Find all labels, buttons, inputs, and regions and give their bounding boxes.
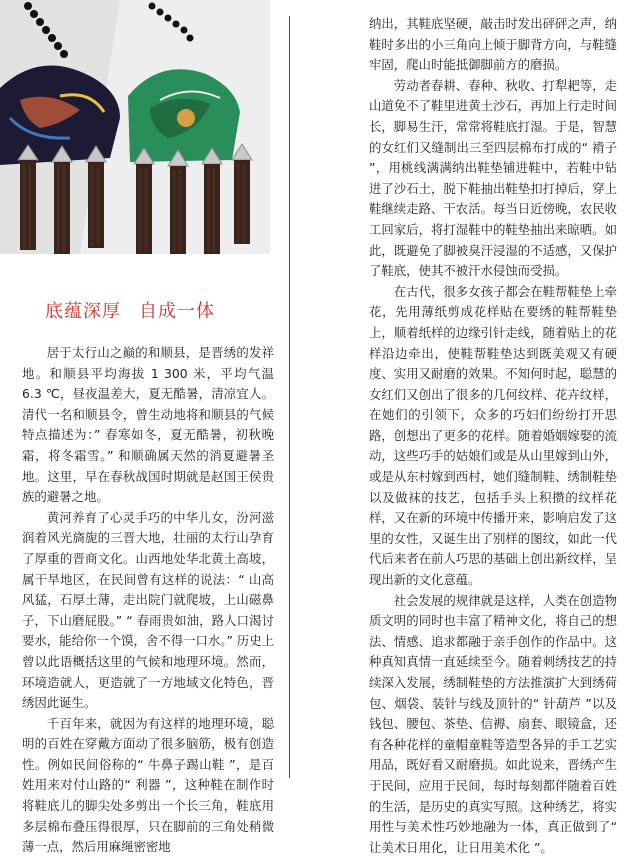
section-title-part1: 底蕴深厚 — [45, 301, 121, 322]
paragraph: 劳动者春耕、春种、秋收、打犁耙等，走山道免不了鞋里进黄土沙石，再加上行走时间长，脚易生汗，常常将鞋底打湿。于是，智慧的女红们又缝制出三至四层棉布打成的“ 褙子 ”，用桃线满满纳出鞋垫铺进鞋中，若鞋中钻进了沙石土，脱下鞋抽出鞋垫扣打掉后，穿上鞋继续走路、干农活。每当日近傍晚，农民收工回家后，将打湿鞋中的鞋垫抽出来晾晒。如此，既避免了脚被臭汗浸湿的不适感，又保护了鞋底，使其不被汗水侵蚀而受损。 — [369, 77, 617, 279]
column-divider — [289, 16, 290, 778]
right-text-column — [369, 14, 617, 858]
paragraph: 居于太行山之巅的和顺县，是晋绣的发祥地。和顺县平均海拔 1 300 米，平均气温 6.3 ℃，昼夜温差大，夏无酷暑，清凉宜人。清代一名和顺县令，曾生动地将和顺县的气候特点描述为：” 春寒如冬，夏无酷暑，初秋晚霜，将冬霜雪。” 和顺确属天然的消夏避暑圣地。这里，早在春秋战国时期就是赵国王侯贵族的避暑之地。 — [22, 345, 274, 505]
embroidered-pouch-pendants-icon — [0, 0, 270, 254]
paragraph: 社会发展的规律就是这样，人类在创造物质文明的同时也丰富了精神文化，将自己的想法、情感、追求都融于亲手创作的作品中。这种真知真情一直延续至今。随着刺绣技艺的持续深入发展，绣制鞋垫的方法推演扩大到绣荷包、烟袋、装针与线及顶针的“ 针葫芦 ”以及钱包、腰包、茶垫、信褥、扇套、眼镜盒，还有各种花样的童帽童鞋等造型各异的手工艺实用品，既好看又耐磨损。如此说来，晋绣产生于民间，应用于民间，每时每刻都伴随着百姓的生活，是历史的真实写照。这种绣艺，将实用性与美术性巧妙地融为一体，真正做到了“ 让美术日用化，让日用美术化 ”。 — [369, 592, 617, 855]
embroidered-pouch-photo — [0, 0, 270, 254]
paragraph-continued: 纳出，其鞋底坚硬，敲击时发出砰砰之声，纳鞋时多出的小三角向上倾于脚背方向，与鞋缝牢固，爬山时能抵御脚前方的磨损。 — [369, 16, 617, 73]
paragraph: 在古代，很多女孩子都会在鞋帮鞋垫上牵花，先用薄纸剪成花样贴在要绣的鞋帮鞋垫上，顺着纸样的边缘引针走线，随着贴上的花样沿边牵出，使鞋帮鞋垫达到既美观又有硬度、实用又耐磨的效果。不知何时起，聪慧的女红们又创出了很多的几何纹样、花卉纹样，在她们的引领下，众多的巧妇们纷纷打开思路，创想出了更多的花样。随着婚姻嫁娶的流动，这些巧手的姑娘们或是从山里嫁到山外，或是从东村嫁到西村，她们缝制鞋、绣制鞋垫以及做袜的技艺，包括手头上积攒的纹样花样，又在新的环境中传播开来，影响启发了这里的女性，又诞生出了别样的图纹，如此一代代后来者在前人巧思的基础上创出新纹样，呈现出新的文化意蕴。 — [369, 283, 617, 588]
section-title — [45, 297, 275, 323]
paragraph: 黄河养育了心灵手巧的中华儿女，汾河滋润着风光旖旎的三晋大地，壮丽的太行山孕育了厚重的晋商文化。山西地处华北黄土高坡，属干旱地区，在民间曾有这样的说法：“ 山高风猛，石厚土薄，走出院门就爬坡，上山磁鼻子，下山磨屁股。” “ 春雨贵如油，路人口渴讨要水，能给你一个馍，舍不得一口水。” 历史上曾以此语概括这里的气候和地理环境。然而，环境造就人，更造就了一方地域文化特色，晋绣因此诞生。 — [22, 509, 274, 711]
section-title-part2: 自成一体 — [139, 301, 215, 322]
left-text-column — [22, 343, 274, 858]
paragraph: 千百年来，就因为有这样的地理环境，聪明的百姓在穿戴方面动了很多脑筋，极有创造性。例如民间俗称的“ 牛鼻子踢山鞋 ”，是百姓用来对付山路的“ 利器 ”，这种鞋在制作时将鞋底儿的脚尖处多剪出一个长三角，鞋底用多层棉布叠压得很厚，只在脚前的三角处稍微薄一点，然后用麻绳密密地 — [22, 715, 274, 855]
